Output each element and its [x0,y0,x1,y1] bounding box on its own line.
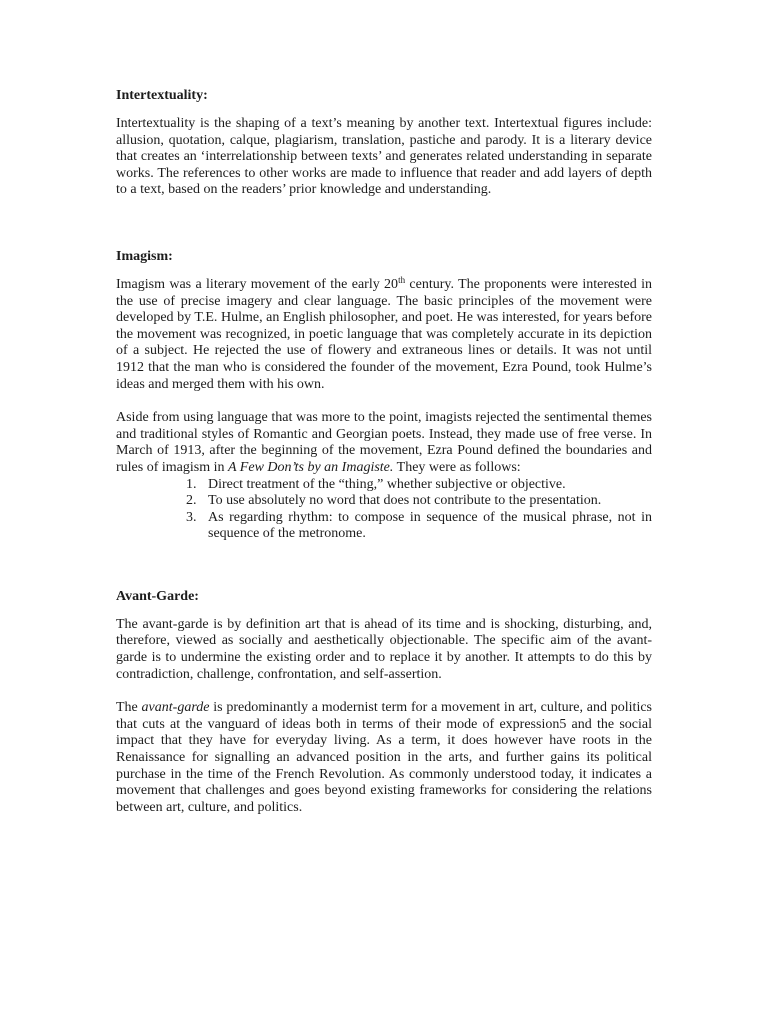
list-item-text: To use absolutely no word that does not contribute to the presentation. [208,493,602,509]
heading-imagism: Imagism: [116,248,173,264]
avant-garde-paragraph-2 [116,700,652,816]
section-intertextuality [116,86,652,199]
superscript-th: th [398,274,406,285]
list-number: 1. [186,476,197,492]
list-number: 3. [186,509,197,525]
heading-intertextuality: Intertextuality: [116,88,208,103]
imagism-p2-text-b: They were as follows: [393,459,521,475]
section-avant-garde [116,587,652,817]
list-item [116,493,652,510]
avant-garde-p2-text-b: is predominantly a modernist term for a movement in art, culture, and politics that cuts at the vanguard of ideas both in terms of their mode of expression5 and the social impact that they have for everyday living. As a term, it does however have roots in the Renaissance for signalling an advanced position in the arts, and further gains its political purchase in the time of the French Revolution. As commonly understood today, it indicates a movement that challenges and goes beyond existing frameworks for considering the relations between art, culture, and politics. [116,700,652,815]
imagism-paragraph-2 [116,410,652,476]
avant-garde-p2-text-a: The [116,700,142,716]
avant-garde-term: avant-garde [141,700,210,716]
list-item [116,477,652,494]
imagism-paragraph-1 [116,274,652,393]
list-item [116,510,652,543]
imagism-essay-title: A Few Don’ts by an Imagiste. [228,459,394,475]
avant-garde-paragraph-1: The avant-garde is by definition art that is ahead of its time and is shocking, disturbing, and, therefore, viewed as socially and aesthetically objectionable. The specific aim of the avant-garde is to undermine the existing order and to replace it by another. It attempts to do this by contradiction, challenge, confrontation, and self-assertion. [116,616,652,682]
intertextuality-paragraph: Intertextuality is the shaping of a text’s meaning by another text. Intertextual figures include: allusion, quotation, calque, plagiarism, translation, pastiche and parody. It is a literary device that creates an ‘interrelationship between texts’ and generates related understanding in separate works. The references to other works are made to influence that reader and add layers of depth to a text, based on the readers’ prior knowledge and understanding. [116,116,652,198]
heading-avant-garde: Avant-Garde: [116,588,199,604]
imagism-rules-list [116,477,652,543]
imagism-p1-text-b: century. The proponents were interested in the use of precise imagery and clear language. The basic principles of the movement were developed by T.E. Hulme, an English philosopher, and poet. He was interested, for years before the movement was recognized, in poetic language that was completely accurate in its depiction of a subject. He rejected the use of flowery and extraneous lines or details. It was not until 1912 that the man who is considered the founder of the movement, Ezra Pound, took Hulme’s ideas and merged them with his own. [116,276,652,392]
document-page [116,86,652,816]
list-number: 2. [186,493,197,509]
imagism-p2-text-a: Aside from using language that was more to the point, imagists rejected the sentimental themes and traditional styles of Romantic and Georgian poets. Instead, they made use of free verse. In March of 1913, after the beginning of the movement, Ezra Pound defined the boundaries and rules of imagism in [116,410,652,475]
imagism-p1-text-a: Imagism was a literary movement of the early 20 [116,276,399,292]
list-item-text: As regarding rhythm: to compose in sequence of the musical phrase, not in sequence of the metronome. [208,509,652,542]
section-imagism [116,247,652,543]
list-item-text: Direct treatment of the “thing,” whether subjective or objective. [208,476,566,492]
